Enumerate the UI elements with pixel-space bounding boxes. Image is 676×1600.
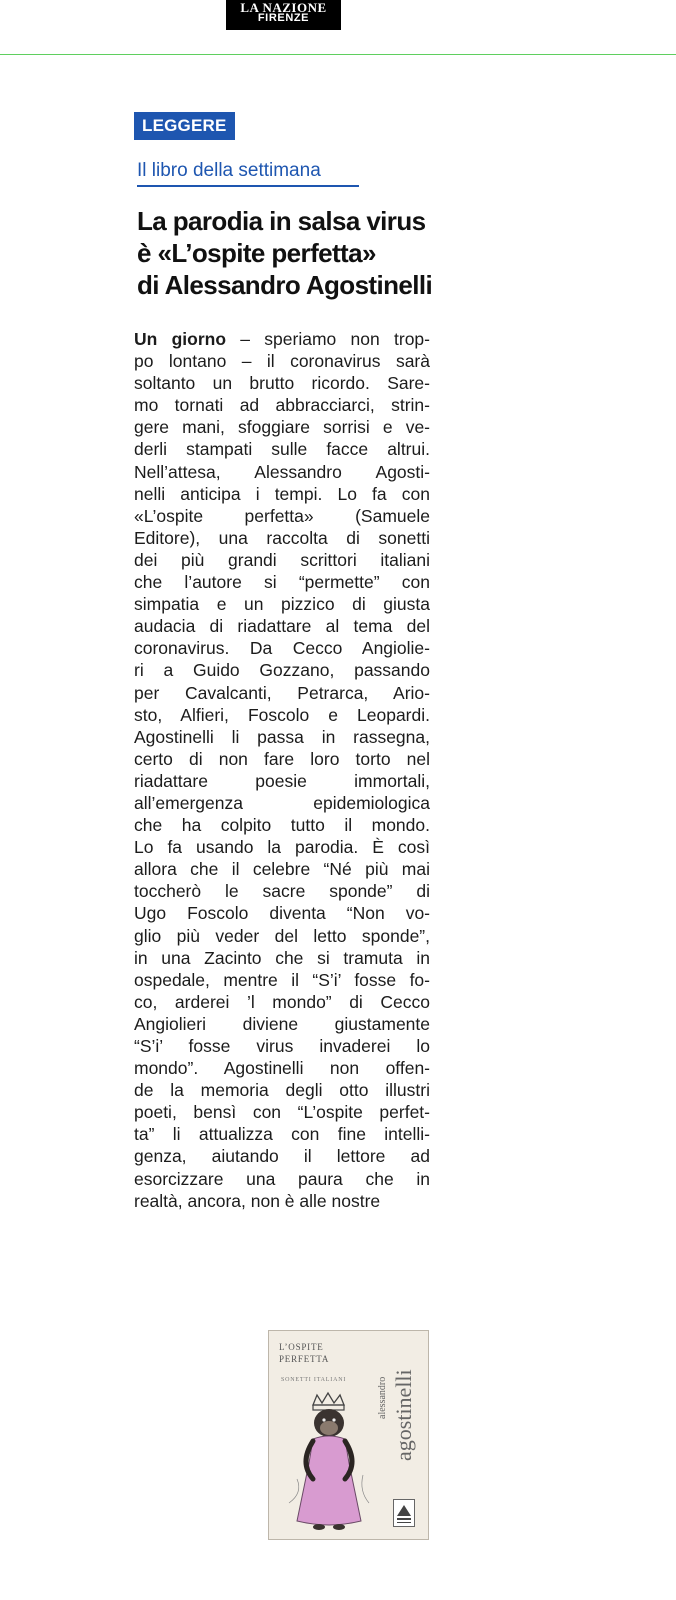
body-line: mondo”. Agostinelli non offen-: [134, 1058, 430, 1079]
body-line: Ugo Foscolo diventa “Non vo-: [134, 903, 430, 924]
body-line: ospedale, mentre il “S’i’ fosse fo-: [134, 969, 430, 990]
body-line: ta” li attualizza con fine intelli-: [134, 1124, 430, 1145]
body-line: per Cavalcanti, Petrarca, Ario-: [134, 682, 430, 703]
body-line: coronavirus. Da Cecco Angiolie-: [134, 638, 430, 659]
body-line: Agostinelli li passa in rassegna,: [134, 726, 430, 747]
body-line: ri a Guido Gozzano, passando: [134, 660, 430, 681]
headline-line: di Alessandro Agostinelli: [137, 270, 433, 300]
body-line: [134, 328, 430, 350]
body-line: allora che il celebre “Né più mai: [134, 859, 430, 880]
body-lead: Un giorno: [134, 329, 227, 349]
body-line: esorcizzare una paura che in: [134, 1168, 430, 1189]
body-line: po lontano – il coronavirus sarà: [134, 351, 430, 372]
body-line: in una Zacinto che si tramuta in: [134, 947, 430, 968]
body-line: che l’autore si “permette” con: [134, 572, 430, 593]
masthead-name: LA NAZIONE: [240, 0, 327, 15]
body-line: “S’i’ fosse virus invaderei lo: [134, 1036, 430, 1056]
chimpanzee-illustration: [283, 1383, 379, 1533]
header-divider: [0, 54, 676, 55]
headline-line: La parodia in salsa virus: [137, 206, 426, 236]
body-line: co, arderei ’l mondo” di Cecco: [134, 991, 430, 1012]
section-tag: LEGGERE: [134, 112, 235, 140]
body-line: sto, Alfieri, Foscolo e Leopardi.: [134, 704, 430, 725]
body-line: gere mani, sfoggiare sorrisi e ve-: [134, 417, 430, 438]
body-line: poeti, bensì con “L’ospite perfet-: [134, 1102, 430, 1123]
cover-subtitle: SONETTI ITALIANI: [281, 1377, 347, 1383]
kicker-underline: [137, 185, 359, 187]
headline-line: è «L’ospite perfetta»: [137, 238, 376, 268]
cover-title: [279, 1341, 329, 1365]
body-line: Editore), una raccolta di sonetti: [134, 527, 430, 548]
body-line: mo tornati ad abbracciarci, strin-: [134, 395, 430, 416]
body-line: glio più veder del letto sponde”,: [134, 925, 430, 946]
body-line: Angiolieri diviene giustamente: [134, 1013, 430, 1034]
newspaper-masthead: [226, 0, 341, 30]
kicker: Il libro della settimana: [137, 160, 321, 181]
body-line: riadattare poesie immortali,: [134, 770, 430, 791]
body-line: certo di non fare loro torto nel: [134, 748, 430, 769]
body-line: derli stampati sulle facce altrui.: [134, 439, 430, 460]
body-line: soltanto un brutto ricordo. Sare-: [134, 373, 430, 394]
body-line: audacia di riadattare al tema del: [134, 616, 430, 637]
body-line: simpatia e un pizzico di giusta: [134, 594, 430, 615]
body-line: genza, aiutando il lettore ad: [134, 1146, 430, 1167]
headline: [137, 205, 437, 301]
body-line: nelli anticipa i tempi. Lo fa con: [134, 483, 430, 504]
body-first-line-rest: – speriamo non trop-: [226, 329, 430, 349]
body-line: all’emergenza epidemiologica: [134, 792, 430, 813]
article-body: [134, 328, 430, 1212]
body-line: toccherò le sacre sponde” di: [134, 881, 430, 902]
cover-title-line: PERFETTA: [279, 1354, 330, 1364]
book-cover-image: [268, 1330, 429, 1540]
body-line: Lo fa usando la parodia. È così: [134, 837, 430, 858]
body-line: de la memoria degli otto illustri: [134, 1080, 430, 1101]
body-line: «L’ospite perfetta» (Samuele: [134, 505, 430, 526]
masthead-city: FIRENZE: [257, 12, 310, 24]
body-line: dei più grandi scrittori italiani: [134, 549, 430, 570]
publisher-icon: [394, 1500, 414, 1526]
cover-author-first: alessandro: [377, 1376, 388, 1419]
cover-author-last: agostinelli: [391, 1369, 416, 1461]
cover-title-line: L’OSPITE: [279, 1342, 324, 1352]
body-line: Nell’attesa, Alessandro Agosti-: [134, 461, 430, 482]
body-line: che ha colpito tutto il mondo.: [134, 815, 430, 836]
body-line: realtà, ancora, non è alle nostre: [134, 1190, 381, 1211]
publisher-logo: [393, 1499, 415, 1527]
